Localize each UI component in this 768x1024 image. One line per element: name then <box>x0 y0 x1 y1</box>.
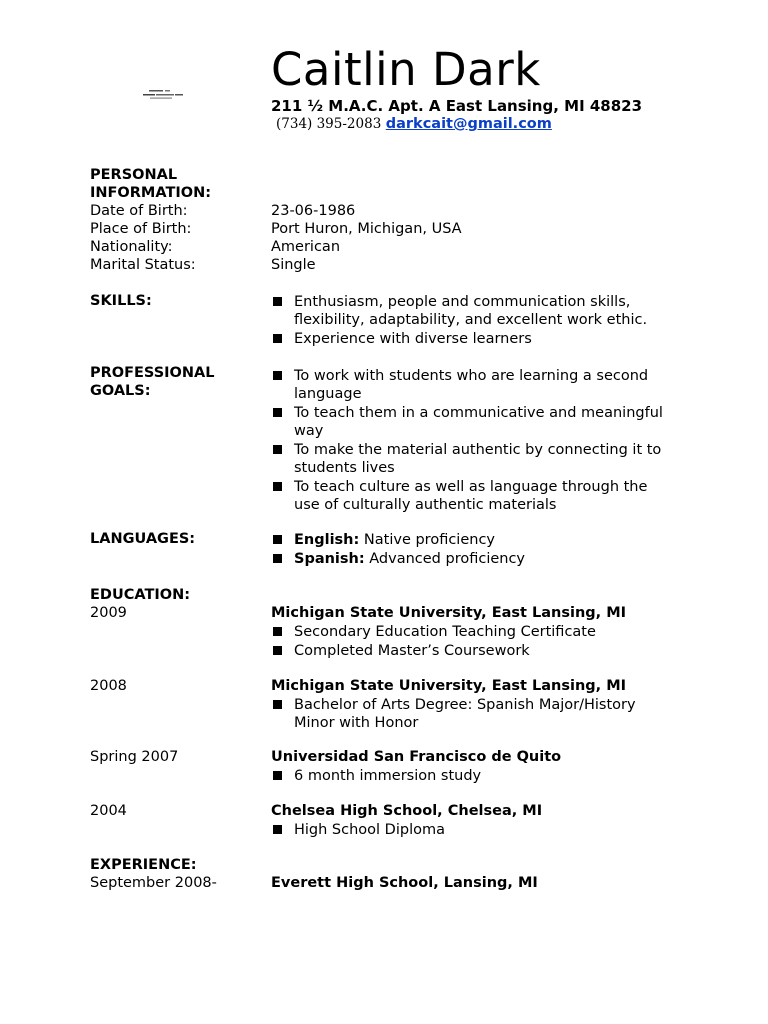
bullet-icon <box>273 445 282 454</box>
dob-label: Date of Birth: <box>90 203 188 219</box>
bullet-icon <box>273 371 282 380</box>
list-item: Completed Master’s Coursework <box>271 642 671 660</box>
bullet-icon <box>273 334 282 343</box>
goals-heading: PROFESSIONAL GOALS: <box>90 365 215 399</box>
list-item: 6 month immersion study <box>271 767 671 785</box>
nationality-label: Nationality: <box>90 239 173 255</box>
experience-date: September 2008- <box>90 875 217 891</box>
bullet-icon <box>273 627 282 636</box>
pob-value: Port Huron, Michigan, USA <box>271 221 462 237</box>
bullet-icon <box>273 535 282 544</box>
education-date: Spring 2007 <box>90 749 179 765</box>
languages-list <box>271 531 671 569</box>
goals-list <box>271 367 671 515</box>
phone-number: (734) 395-2083 <box>276 116 382 132</box>
dob-value: 23-06-1986 <box>271 203 356 219</box>
logo-image <box>140 88 186 102</box>
language-level: Native proficiency <box>363 532 495 548</box>
education-list <box>271 623 671 661</box>
resume-address: 211 ½ M.A.C. Apt. A East Lansing, MI 48823 <box>271 97 643 115</box>
education-heading: EDUCATION: <box>90 587 190 603</box>
skills-list <box>271 293 671 349</box>
marital-label: Marital Status: <box>90 257 196 273</box>
bullet-icon <box>273 554 282 563</box>
list-item: To work with students who are learning a second language <box>271 367 671 403</box>
languages-heading: LANGUAGES: <box>90 531 196 547</box>
list-item: To teach culture as well as language through the use of culturally authentic materials <box>271 478 671 514</box>
list-item: Secondary Education Teaching Certificate <box>271 623 671 641</box>
bullet-icon <box>273 408 282 417</box>
school-name: Michigan State University, East Lansing, MI <box>271 678 627 694</box>
education-date: 2008 <box>90 678 127 694</box>
bullet-icon <box>273 700 282 709</box>
contact-line <box>276 116 552 133</box>
email-link[interactable]: darkcait@gmail.com <box>385 116 552 132</box>
bullet-icon <box>273 297 282 306</box>
list-item: High School Diploma <box>271 821 671 839</box>
bullet-icon <box>273 825 282 834</box>
education-list <box>271 767 671 786</box>
marital-value: Single <box>271 257 316 273</box>
bullet-icon <box>273 482 282 491</box>
language-level: Advanced proficiency <box>369 551 526 567</box>
list-item <box>271 531 671 549</box>
education-list <box>271 696 671 733</box>
school-name: Universidad San Francisco de Quito <box>271 749 562 765</box>
school-name: Chelsea High School, Chelsea, MI <box>271 803 543 819</box>
list-item: Enthusiasm, people and communication skills, flexibility, adaptability, and excellent work ethic. <box>271 293 671 329</box>
education-date: 2004 <box>90 803 127 819</box>
skills-heading: SKILLS: <box>90 293 152 309</box>
education-date: 2009 <box>90 605 127 621</box>
language-name: Spanish: <box>294 551 365 567</box>
bullet-icon <box>273 646 282 655</box>
bullet-icon <box>273 771 282 780</box>
education-list <box>271 821 671 840</box>
list-item: Bachelor of Arts Degree: Spanish Major/History Minor with Honor <box>271 696 671 732</box>
school-name: Michigan State University, East Lansing, MI <box>271 605 627 621</box>
nationality-value: American <box>271 239 341 255</box>
pob-label: Place of Birth: <box>90 221 192 237</box>
resume-name: Caitlin Dark <box>271 43 541 96</box>
experience-heading: EXPERIENCE: <box>90 857 197 873</box>
list-item: To teach them in a communicative and meaningful way <box>271 404 671 440</box>
language-name: English: <box>294 532 360 548</box>
list-item: To make the material authentic by connecting it to students lives <box>271 441 671 477</box>
experience-place: Everett High School, Lansing, MI <box>271 875 538 891</box>
personal-heading: PERSONAL INFORMATION: <box>90 167 211 201</box>
list-item: Experience with diverse learners <box>271 330 671 348</box>
list-item <box>271 550 671 568</box>
